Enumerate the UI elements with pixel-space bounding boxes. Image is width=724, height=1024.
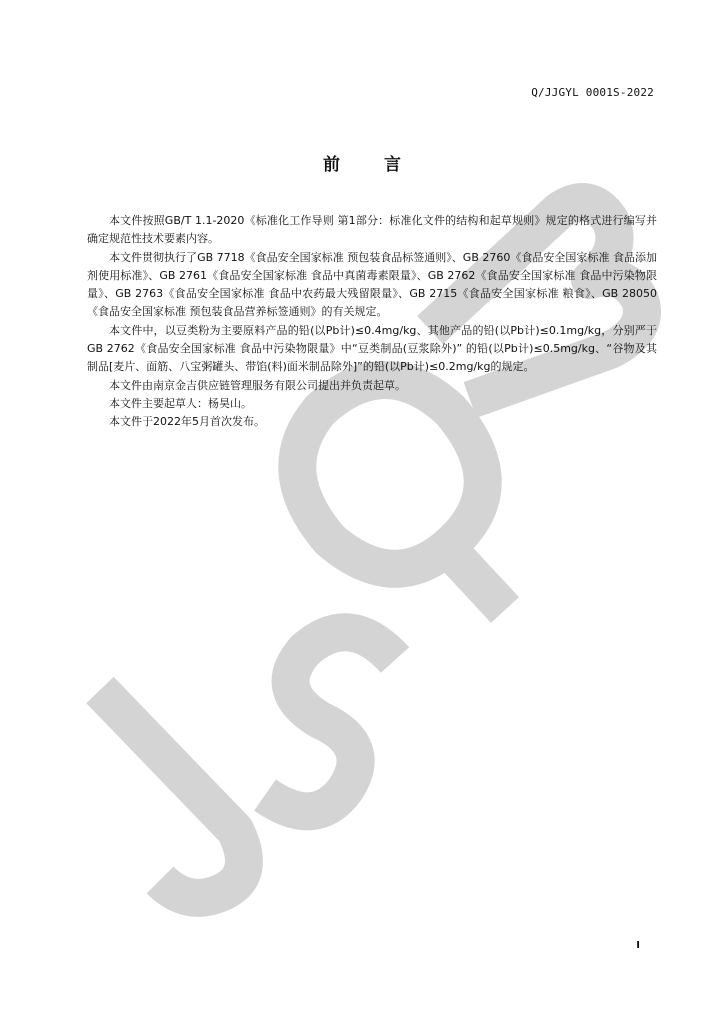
document-code: Q/JJGYL 0001S-2022 (531, 86, 654, 99)
title-char-2: 言 (384, 155, 401, 175)
watermark-letter-j (100, 690, 244, 898)
paragraph: 本文件中，以豆类粉为主要原料产品的铅(以Pb计)≤0.4mg/kg、其他产品的铅(以Pb计)≤0.1mg/kg，分别严于GB 2762《食品安全国家标准 食品中污染物限量》中“豆类制品(豆浆除外)” 的铅(以Pb计)≤0.5mg/kg、“谷物及其制品[麦片、面筋、八宝粥罐头、带馅(料)面米制品除外]”的铅(以Pb计)≤0.2mg/kg的规定。 (87, 323, 657, 374)
foreword-body (87, 212, 657, 432)
paragraph: 本文件贯彻执行了GB 7718《食品安全国家标准 预包装食品标签通则》、GB 2760《食品安全国家标准 食品添加剂使用标准》、GB 2761《食品安全国家标准 食品中真菌毒素限量》、GB 2762《食品安全国家标准 食品中污染物限量》、GB 2763《食品安全国家标准 食品中农药最大残留限量》、GB 2715《食品安全国家标准 粮食》、GB 28050《食品安全国家标准 预包装食品营养标签通则》的有关规定。 (87, 250, 657, 319)
paragraph: 本文件按照GB/T 1.1-2020《标准化工作导则 第1部分：标准化文件的结构和起草规则》规定的格式进行编写并确定规范性技术要素内容。 (87, 214, 657, 246)
title-char-1: 前 (323, 155, 340, 175)
paragraph: 本文件于2022年5月首次发布。 (109, 415, 265, 429)
page-title (0, 150, 724, 175)
watermark-letter-s (265, 632, 395, 811)
watermark-letter-q-tail (440, 540, 505, 610)
paragraph: 本文件主要起草人：杨昊山。 (109, 396, 252, 410)
paragraph: 本文件由南京金吉供应链管理服务有限公司提出并负责起草。 (109, 378, 406, 392)
page-number: I (636, 940, 640, 951)
